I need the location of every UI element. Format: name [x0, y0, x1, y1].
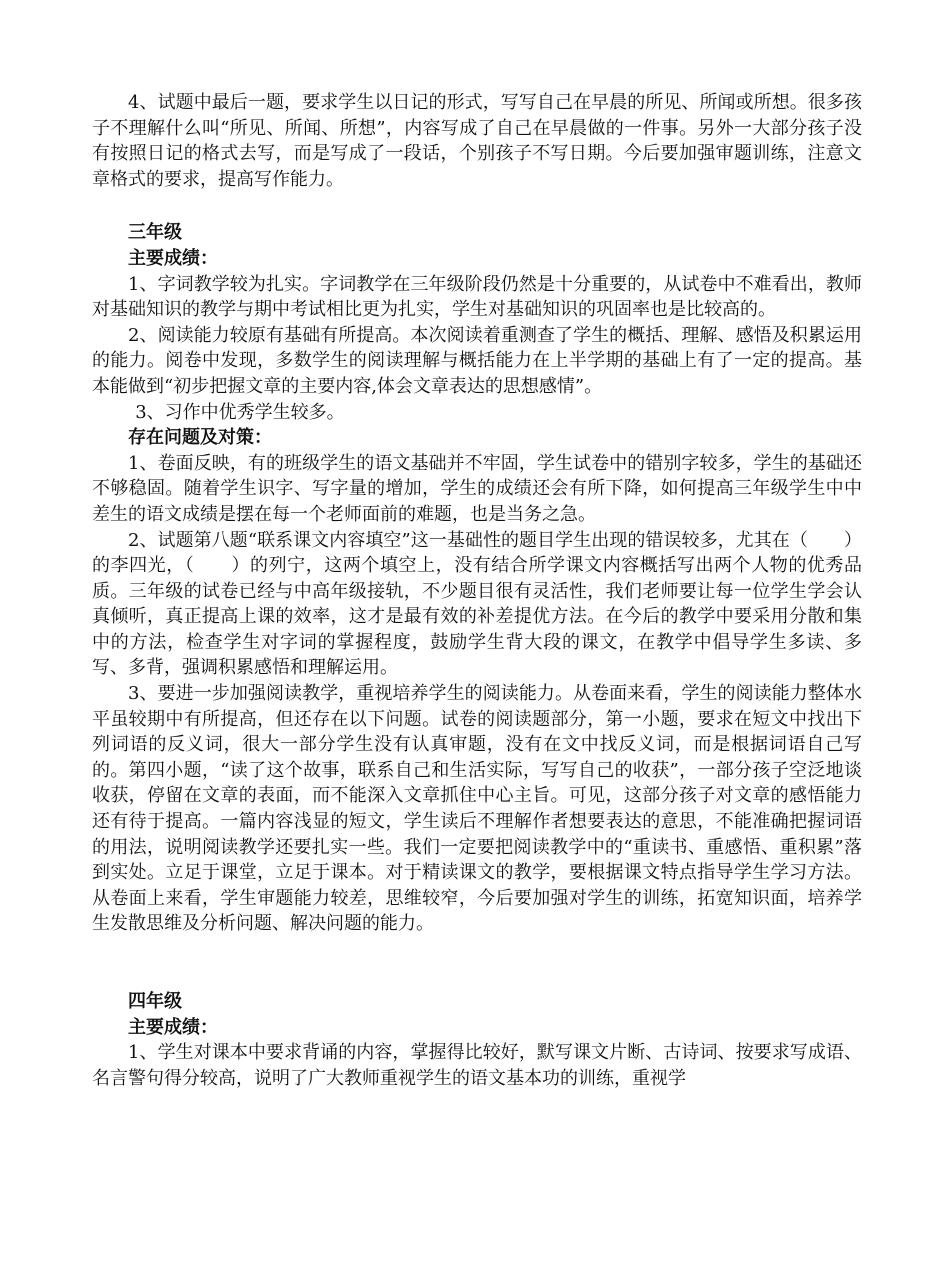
grade4-achievement-1: 1、学生对课本中要求背诵的内容，掌握得比较好，默写课文片断、古诗词、按要求写成语、名言警句得分较高，说明了广大教师重视学生的语文基本功的训练，重视学: [92, 1042, 862, 1089]
grade3-achievement-3: 3、习作中优秀学生较多。: [135, 401, 345, 423]
grade3-achievements-heading: 主要成绩：: [128, 247, 218, 269]
grade4-achievements-heading: 主要成绩：: [128, 1016, 218, 1038]
paragraph-item-4: 4、试题中最后一题，要求学生以日记的形式，写写自己在早晨的所见、所闻或所想。很多孩子不理解什么叫“所见、所闻、所想”，内容写成了自己在早晨做的一件事。另外一大部分孩子没有按照日记的格式去写，而是写成了一段话，个别孩子不写日期。今后要加强审题训练，注意文章格式的要求，提高写作能力。: [92, 92, 862, 190]
grade3-problem-1: 1、卷面反映，有的班级学生的语文基础并不牢固，学生试卷中的错别字较多，学生的基础还不够稳固。随着学生识字、写字量的增加，学生的成绩还会有所下降，如何提高三年级学生中中差生的语文成绩是摆在每一个老师面前的难题，也是当务之急。: [92, 452, 862, 525]
section-spacer: [92, 192, 862, 220]
grade3-achievement-1: 1、字词教学较为扎实。字词教学在三年级阶段仍然是十分重要的，从试卷中不难看出，教师对基础知识的教学与期中考试相比更为扎实，学生对基础知识的巩固率也是比较高的。: [92, 273, 862, 321]
grade3-section: [92, 220, 862, 937]
grade3-achievement-2: 2、阅读能力较原有基础有所提高。本次阅读着重测查了学生的概括、理解、感悟及积累运用的能力。阅卷中发现，多数学生的阅读理解与概括能力在上半学期的基础上有了一定的提高。基本能做到“初步把握文章的主要内容,体会文章表达的思想感情”。: [92, 324, 862, 397]
section-spacer: [92, 937, 862, 989]
grade3-title: 三年级: [128, 222, 182, 244]
grade3-problems-heading: 存在问题及对策：: [128, 427, 272, 449]
grade3-problem-2: 2、试题第八题“联系课文内容填空”这一基础性的题目学生出现的错误较多，尤其在（ ）的李四光，（ ）的列宁，这两个填空上，没有结合所学课文内容概括写出两个人物的优秀品质。三年级的试卷已经与中高年级接轨，不少题目很有灵活性，我们老师要让每一位学生学会认真倾听，真正提高上课的效率，这才是最有效的补差提优方法。在今后的教学中要采用分散和集中的方法，检查学生对字词的掌握程度，鼓励学生背大段的课文，在教学中倡导学生多读、多写、多背，强调积累感悟和理解运用。: [92, 529, 862, 679]
grade3-problem-3: 3、要进一步加强阅读教学，重视培养学生的阅读能力。从卷面来看，学生的阅读能力整体水平虽较期中有所提高，但还存在以下问题。试卷的阅读题部分，第一小题，要求在短文中找出下列词语的反义词，很大一部分学生没有认真审题，没有在文中找反义词，而是根据词语自己写的。第四小题，“读了这个故事，联系自己和生活实际，写写自己的收获”，一部分孩子空泛地谈收获，停留在文章的表面，而不能深入文章抓住中心主旨。可见，这部分孩子对文章的感悟能力还有待于提高。一篇内容浅显的短文，学生读后不理解作者想要表达的意思，不能准确把握词语的用法，说明阅读教学还要扎实一些。我们一定要把阅读教学中的“重读书、重感悟、重积累”落到实处。立足于课堂，立足于课本。对于精读课文的教学，要根据课文特点指导学生学习方法。从卷面上来看，学生审题能力较差，思维较窄，今后要加强对学生的训练，拓宽知识面，培养学生发散思维及分析问题、解决问题的能力。: [92, 683, 862, 935]
grade4-section: [92, 989, 862, 1091]
grade4-title: 四年级: [128, 991, 182, 1012]
